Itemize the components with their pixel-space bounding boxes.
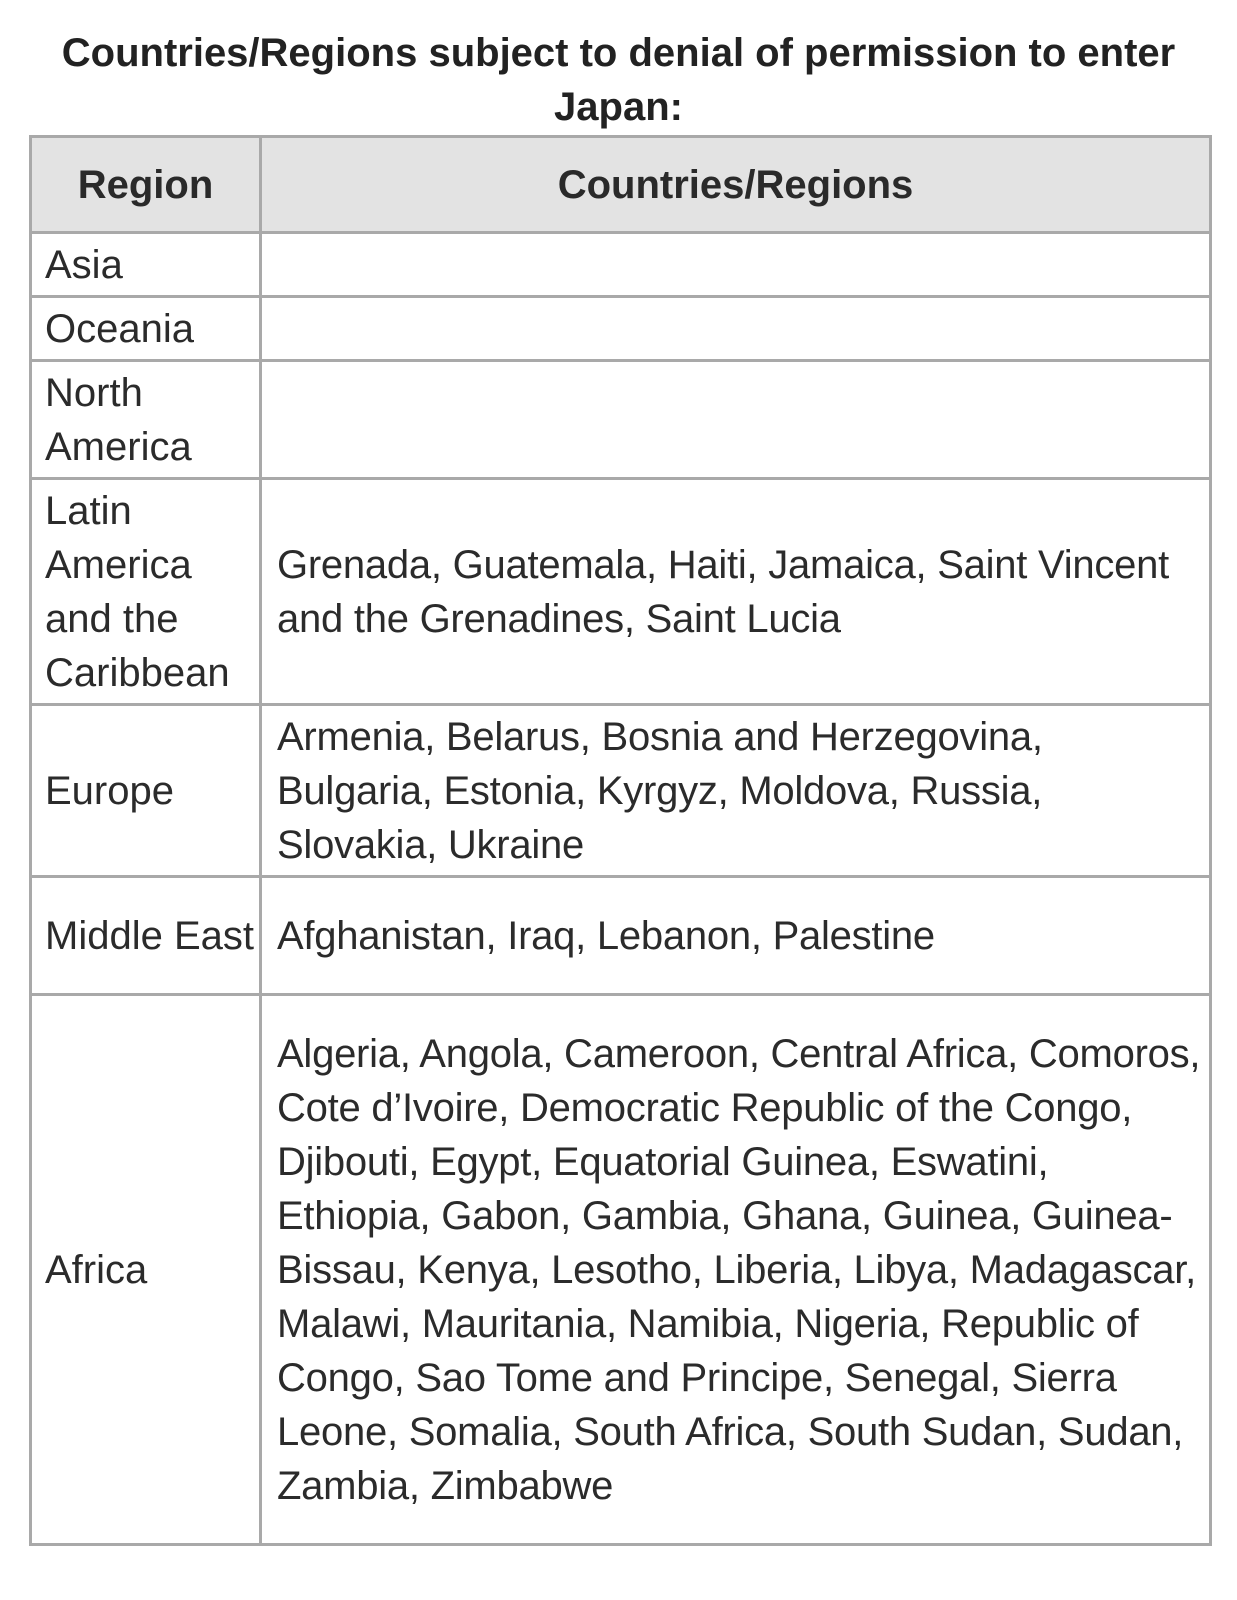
table-row [31,297,1211,361]
table-header-row [31,137,1211,233]
countries-cell [261,233,1211,297]
countries-cell: Grenada, Guatemala, Haiti, Jamaica, Saint Vincent and the Grenadines, Saint Lucia [261,479,1211,705]
header-region: Region [31,137,261,233]
table-row [31,877,1211,995]
regions-table [29,135,1212,1546]
table-row [31,705,1211,877]
countries-cell [261,361,1211,479]
region-cell: Latin America and the Caribbean [31,479,261,705]
countries-cell: Algeria, Angola, Cameroon, Central Africa, Comoros, Cote d’Ivoire, Democratic Republic of the Congo, Djibouti, Egypt, Equatorial Guinea, Eswatini, Ethiopia, Gabon, Gambia, Ghana, Guinea, Guinea-Bissau, Kenya, Lesotho, Liberia, Libya, Madagascar, Malawi, Mauritania, Namibia, Nigeria, Republic of Congo, Sao Tome and Principe, Senegal, Sierra Leone, Somalia, South Africa, South Sudan, Sudan, Zambia, Zimbabwe [261,995,1211,1545]
region-cell: North America [31,361,261,479]
table-row [31,995,1211,1545]
table-row [31,233,1211,297]
region-cell: Europe [31,705,261,877]
table-row [31,361,1211,479]
region-cell: Asia [31,233,261,297]
table-row [31,479,1211,705]
countries-cell [261,297,1211,361]
region-cell: Oceania [31,297,261,361]
region-cell: Middle East [31,877,261,995]
page-title: Countries/Regions subject to denial of permission to enter Japan: [61,31,1176,129]
header-countries: Countries/Regions [261,137,1211,233]
region-cell: Africa [31,995,261,1545]
countries-cell: Afghanistan, Iraq, Lebanon, Palestine [261,877,1211,995]
countries-cell: Armenia, Belarus, Bosnia and Herzegovina, Bulgaria, Estonia, Kyrgyz, Moldova, Russia, Slovakia, Ukraine [261,705,1211,877]
